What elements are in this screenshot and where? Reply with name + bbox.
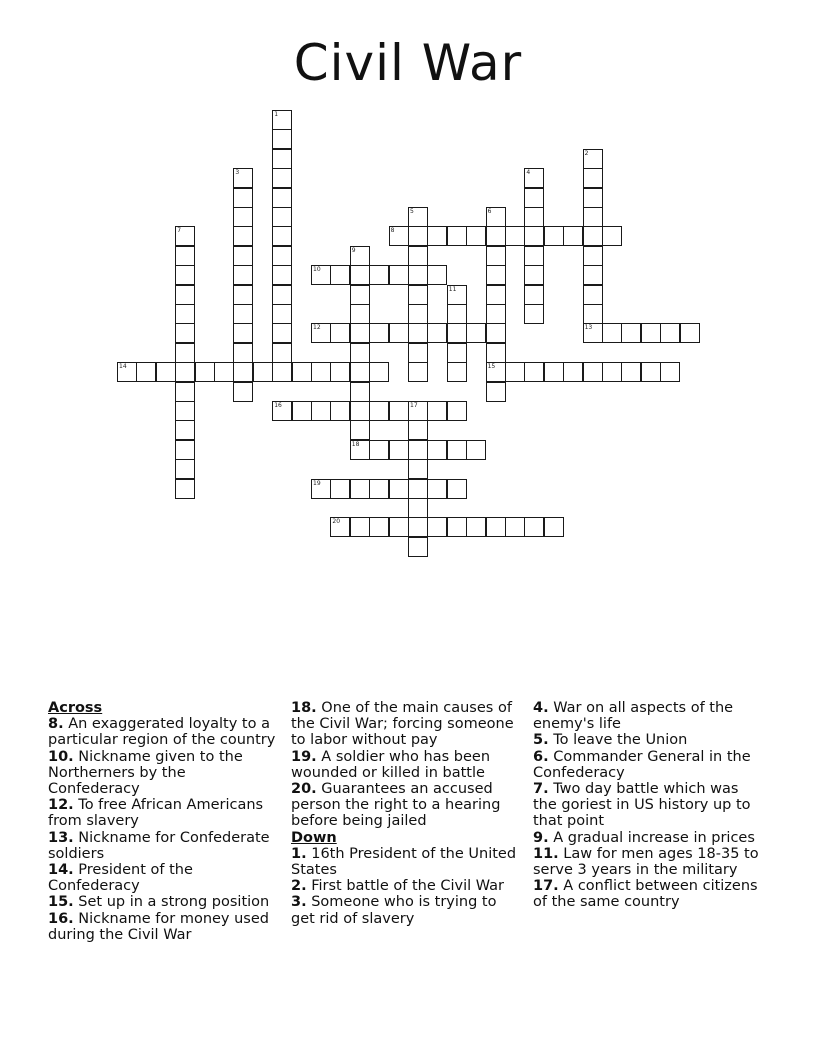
grid-cell[interactable] bbox=[350, 362, 370, 382]
clue-text: President of the Confederacy bbox=[48, 862, 193, 895]
grid-cell[interactable] bbox=[427, 479, 447, 499]
grid-cell[interactable] bbox=[660, 323, 680, 343]
grid-cell[interactable] bbox=[602, 226, 622, 246]
clue-number: 8. bbox=[48, 716, 64, 733]
grid-cell[interactable] bbox=[369, 440, 389, 460]
grid-cell[interactable] bbox=[486, 343, 506, 363]
grid-cell[interactable] bbox=[272, 362, 292, 382]
grid-cell[interactable] bbox=[583, 207, 603, 227]
clue-number: 15. bbox=[48, 894, 74, 911]
clue-number-label: 2 bbox=[584, 149, 589, 157]
clue-text: A conflict between citizens of the same country bbox=[533, 878, 758, 911]
grid-cell[interactable] bbox=[524, 517, 544, 537]
grid-cell[interactable] bbox=[272, 304, 292, 324]
grid-cell[interactable] bbox=[233, 382, 253, 402]
grid-cell[interactable] bbox=[583, 226, 603, 246]
grid-cell[interactable] bbox=[350, 440, 370, 460]
grid-cell[interactable] bbox=[330, 323, 350, 343]
clue-number: 6. bbox=[533, 748, 549, 765]
down-heading: Down bbox=[291, 829, 337, 846]
grid-cell[interactable] bbox=[389, 517, 409, 537]
grid-cell[interactable] bbox=[233, 207, 253, 227]
grid-cell[interactable] bbox=[350, 479, 370, 499]
grid-cell[interactable] bbox=[408, 226, 428, 246]
clue-text: Nickname given to the Northerners by the Confederacy bbox=[48, 748, 243, 798]
clues-column-1 bbox=[48, 700, 280, 943]
grid-cell[interactable] bbox=[408, 265, 428, 285]
grid-cell[interactable] bbox=[136, 362, 156, 382]
grid-cell[interactable] bbox=[486, 226, 506, 246]
clue-item bbox=[291, 700, 523, 749]
grid-cell[interactable] bbox=[486, 285, 506, 305]
grid-cell[interactable] bbox=[175, 285, 195, 305]
grid-cell[interactable] bbox=[117, 362, 137, 382]
grid-cell[interactable] bbox=[408, 498, 428, 518]
clue-number-label: 19 bbox=[313, 479, 321, 487]
grid-cell[interactable] bbox=[350, 285, 370, 305]
grid-cell[interactable] bbox=[311, 265, 331, 285]
grid-cell[interactable] bbox=[389, 226, 409, 246]
grid-cell[interactable] bbox=[233, 188, 253, 208]
grid-cell[interactable] bbox=[175, 440, 195, 460]
across-clue-list-continued bbox=[291, 700, 523, 830]
grid-cell[interactable] bbox=[524, 168, 544, 188]
grid-cell[interactable] bbox=[233, 304, 253, 324]
grid-cell[interactable] bbox=[486, 382, 506, 402]
grid-cell[interactable] bbox=[272, 323, 292, 343]
clue-text: War on all aspects of the enemy's life bbox=[533, 700, 734, 733]
grid-cell[interactable] bbox=[486, 323, 506, 343]
clue-item bbox=[291, 749, 523, 781]
grid-cell[interactable] bbox=[330, 362, 350, 382]
grid-cell[interactable] bbox=[350, 401, 370, 421]
grid-cell[interactable] bbox=[524, 285, 544, 305]
clue-item bbox=[48, 911, 280, 943]
grid-cell[interactable] bbox=[311, 362, 331, 382]
grid-cell[interactable] bbox=[486, 207, 506, 227]
grid-cell[interactable] bbox=[272, 207, 292, 227]
clue-text: A soldier who has been wounded or killed in battle bbox=[291, 748, 491, 781]
grid-cell[interactable] bbox=[369, 323, 389, 343]
grid-cell[interactable] bbox=[447, 362, 467, 382]
clue-number-label: 14 bbox=[119, 363, 127, 371]
clue-text: To leave the Union bbox=[548, 732, 688, 749]
grid-cell[interactable] bbox=[156, 362, 176, 382]
grid-cell[interactable] bbox=[272, 110, 292, 130]
clue-number-label: 10 bbox=[313, 266, 321, 274]
clue-item bbox=[48, 862, 280, 894]
grid-cell[interactable] bbox=[621, 362, 641, 382]
grid-cell[interactable] bbox=[272, 285, 292, 305]
clue-item bbox=[533, 700, 765, 732]
grid-cell[interactable] bbox=[680, 323, 700, 343]
clue-number: 9. bbox=[533, 829, 549, 846]
grid-cell[interactable] bbox=[602, 362, 622, 382]
grid-cell[interactable] bbox=[427, 323, 447, 343]
grid-cell[interactable] bbox=[272, 168, 292, 188]
clue-number-label: 18 bbox=[351, 440, 360, 448]
grid-cell[interactable] bbox=[466, 517, 486, 537]
down-clue-list-continued bbox=[533, 700, 765, 911]
grid-cell[interactable] bbox=[486, 362, 506, 382]
grid-cell[interactable] bbox=[233, 285, 253, 305]
grid-cell[interactable] bbox=[447, 304, 467, 324]
grid-cell[interactable] bbox=[350, 246, 370, 266]
grid-cell[interactable] bbox=[214, 362, 234, 382]
grid-cell[interactable] bbox=[350, 265, 370, 285]
grid-cell[interactable] bbox=[466, 323, 486, 343]
grid-cell[interactable] bbox=[583, 304, 603, 324]
clue-text: A gradual increase in prices bbox=[548, 829, 755, 846]
grid-cell[interactable] bbox=[175, 265, 195, 285]
grid-cell[interactable] bbox=[350, 517, 370, 537]
clue-text: Someone who is trying to get rid of slavery bbox=[291, 894, 497, 927]
grid-cell[interactable] bbox=[272, 129, 292, 149]
grid-cell[interactable] bbox=[486, 304, 506, 324]
clue-number: 13. bbox=[48, 829, 74, 846]
clue-text: Two day battle which was the goriest in US history up to that point bbox=[533, 781, 751, 830]
grid-cell[interactable] bbox=[311, 323, 331, 343]
grid-cell[interactable] bbox=[583, 285, 603, 305]
clue-number: 5. bbox=[533, 732, 549, 749]
clue-number: 4. bbox=[533, 700, 549, 716]
grid-cell[interactable] bbox=[583, 188, 603, 208]
clue-item bbox=[533, 878, 765, 910]
grid-cell[interactable] bbox=[447, 226, 467, 246]
grid-cell[interactable] bbox=[175, 420, 195, 440]
clue-number: 2. bbox=[291, 878, 307, 895]
clue-number-label: 5 bbox=[410, 208, 414, 215]
clue-item bbox=[533, 781, 765, 830]
clue-item bbox=[533, 732, 765, 748]
clue-item bbox=[291, 894, 523, 926]
grid-cell[interactable] bbox=[389, 265, 409, 285]
clue-number: 3. bbox=[291, 894, 307, 911]
grid-cell[interactable] bbox=[369, 401, 389, 421]
grid-cell[interactable] bbox=[350, 382, 370, 402]
clue-number: 19. bbox=[291, 748, 317, 765]
grid-cell[interactable] bbox=[175, 401, 195, 421]
grid-cell[interactable] bbox=[583, 323, 603, 343]
grid-cell[interactable] bbox=[272, 149, 292, 169]
clue-item bbox=[48, 894, 280, 910]
clue-number-label: 13 bbox=[584, 324, 593, 332]
clue-number-label: 6 bbox=[487, 208, 492, 215]
clue-text: First battle of the Civil War bbox=[306, 878, 505, 895]
clue-text: Guarantees an accused person the right to a hearing before being jailed bbox=[291, 781, 501, 830]
grid-cell[interactable] bbox=[389, 323, 409, 343]
grid-cell[interactable] bbox=[175, 362, 195, 382]
grid-cell[interactable] bbox=[311, 479, 331, 499]
grid-cell[interactable] bbox=[233, 168, 253, 188]
clues-column-3 bbox=[533, 700, 765, 911]
grid-cell[interactable] bbox=[563, 362, 583, 382]
grid-cell[interactable] bbox=[369, 362, 389, 382]
clue-number-label: 8 bbox=[390, 227, 395, 235]
grid-cell[interactable] bbox=[505, 362, 525, 382]
grid-cell[interactable] bbox=[447, 401, 467, 421]
grid-cell[interactable] bbox=[350, 323, 370, 343]
grid-cell[interactable] bbox=[427, 226, 447, 246]
clue-text: Nickname for money used during the Civil War bbox=[48, 910, 269, 943]
grid-cell[interactable] bbox=[641, 362, 661, 382]
grid-cell[interactable] bbox=[408, 401, 428, 421]
grid-cell[interactable] bbox=[175, 459, 195, 479]
grid-cell[interactable] bbox=[272, 226, 292, 246]
grid-cell[interactable] bbox=[408, 537, 428, 557]
grid-cell[interactable] bbox=[427, 440, 447, 460]
grid-cell[interactable] bbox=[408, 323, 428, 343]
grid-cell[interactable] bbox=[583, 246, 603, 266]
grid-cell[interactable] bbox=[427, 517, 447, 537]
clue-item bbox=[48, 830, 280, 862]
grid-cell[interactable] bbox=[175, 323, 195, 343]
grid-cell[interactable] bbox=[233, 226, 253, 246]
grid-cell[interactable] bbox=[408, 420, 428, 440]
clue-item bbox=[48, 716, 280, 748]
grid-cell[interactable] bbox=[524, 246, 544, 266]
grid-cell[interactable] bbox=[408, 207, 428, 227]
grid-cell[interactable] bbox=[505, 226, 525, 246]
grid-cell[interactable] bbox=[233, 323, 253, 343]
grid-cell[interactable] bbox=[330, 517, 350, 537]
clue-number-label: 1 bbox=[274, 111, 279, 118]
clue-text: Set up in a strong position bbox=[73, 894, 270, 911]
grid-cell[interactable] bbox=[408, 362, 428, 382]
grid-cell[interactable] bbox=[583, 149, 603, 169]
grid-cell[interactable] bbox=[175, 226, 195, 246]
grid-cell[interactable] bbox=[660, 362, 680, 382]
clue-text: Commander General in the Confederacy bbox=[533, 748, 751, 781]
grid-cell[interactable] bbox=[583, 362, 603, 382]
grid-cell[interactable] bbox=[524, 188, 544, 208]
grid-cell[interactable] bbox=[408, 343, 428, 363]
grid-cell[interactable] bbox=[350, 304, 370, 324]
clue-text: Law for men ages 18-35 to serve 3 years in the military bbox=[533, 845, 759, 879]
grid-cell[interactable] bbox=[272, 401, 292, 421]
clue-item bbox=[291, 846, 523, 878]
grid-cell[interactable] bbox=[292, 401, 312, 421]
clue-text: To free African Americans from slavery bbox=[48, 797, 264, 830]
grid-cell[interactable] bbox=[408, 479, 428, 499]
grid-cell[interactable] bbox=[272, 188, 292, 208]
grid-cell[interactable] bbox=[408, 304, 428, 324]
grid-cell[interactable] bbox=[408, 440, 428, 460]
grid-cell[interactable] bbox=[563, 226, 583, 246]
grid-cell[interactable] bbox=[175, 382, 195, 402]
grid-cell[interactable] bbox=[447, 440, 467, 460]
grid-cell[interactable] bbox=[311, 401, 331, 421]
grid-cell[interactable] bbox=[447, 517, 467, 537]
clue-number-label: 16 bbox=[274, 402, 282, 409]
clue-number-label: 15 bbox=[487, 363, 496, 371]
clue-number-label: 3 bbox=[235, 169, 240, 177]
clue-number: 7. bbox=[533, 781, 549, 798]
clue-item bbox=[48, 797, 280, 829]
grid-cell[interactable] bbox=[195, 362, 215, 382]
grid-cell[interactable] bbox=[233, 343, 253, 363]
clue-item bbox=[533, 846, 765, 878]
clue-number-label: 9 bbox=[351, 246, 356, 254]
clue-number: 1. bbox=[291, 845, 307, 862]
grid-cell[interactable] bbox=[544, 226, 564, 246]
clue-number-label: 7 bbox=[177, 227, 182, 235]
grid-cell[interactable] bbox=[350, 420, 370, 440]
clue-number: 17. bbox=[533, 878, 559, 895]
grid-cell[interactable] bbox=[272, 343, 292, 363]
clue-number-label: 17 bbox=[410, 402, 418, 409]
puzzle-title: Civil War bbox=[293, 34, 523, 92]
grid-cell[interactable] bbox=[602, 323, 622, 343]
grid-cell[interactable] bbox=[330, 479, 350, 499]
grid-cell[interactable] bbox=[524, 304, 544, 324]
clue-item bbox=[533, 749, 765, 781]
grid-cell[interactable] bbox=[466, 440, 486, 460]
grid-cell[interactable] bbox=[175, 343, 195, 363]
clue-number: 10. bbox=[48, 748, 74, 765]
grid-cell[interactable] bbox=[233, 265, 253, 285]
grid-cell[interactable] bbox=[524, 207, 544, 227]
down-clue-list bbox=[291, 846, 523, 927]
clue-item bbox=[291, 878, 523, 894]
grid-cell[interactable] bbox=[583, 168, 603, 188]
grid-cell[interactable] bbox=[447, 479, 467, 499]
grid-cell[interactable] bbox=[175, 304, 195, 324]
clue-number: 20. bbox=[291, 781, 317, 798]
grid-cell[interactable] bbox=[486, 265, 506, 285]
grid-cell[interactable] bbox=[427, 265, 447, 285]
grid-cell[interactable] bbox=[253, 362, 273, 382]
grid-cell[interactable] bbox=[583, 265, 603, 285]
grid-cell[interactable] bbox=[272, 246, 292, 266]
grid-cell[interactable] bbox=[524, 362, 544, 382]
grid-cell[interactable] bbox=[330, 265, 350, 285]
grid-cell[interactable] bbox=[544, 362, 564, 382]
clue-text: Nickname for Confederate soldiers bbox=[48, 829, 270, 862]
grid-cell[interactable] bbox=[350, 343, 370, 363]
grid-cell[interactable] bbox=[272, 265, 292, 285]
across-heading: Across bbox=[48, 700, 103, 716]
grid-cell[interactable] bbox=[486, 517, 506, 537]
grid-cell[interactable] bbox=[389, 479, 409, 499]
grid-cell[interactable] bbox=[466, 226, 486, 246]
grid-cell[interactable] bbox=[524, 226, 544, 246]
grid-cell[interactable] bbox=[408, 459, 428, 479]
grid-cell[interactable] bbox=[233, 362, 253, 382]
grid-cell[interactable] bbox=[330, 401, 350, 421]
grid-cell[interactable] bbox=[233, 246, 253, 266]
clue-number-label: 12 bbox=[313, 324, 321, 332]
clues-column-2 bbox=[291, 700, 523, 927]
clue-item bbox=[533, 830, 765, 846]
grid-cell[interactable] bbox=[369, 479, 389, 499]
clue-number: 11. bbox=[533, 845, 559, 862]
grid-cell[interactable] bbox=[389, 440, 409, 460]
grid-cell[interactable] bbox=[505, 517, 525, 537]
grid-cell[interactable] bbox=[641, 323, 661, 343]
clue-text: An exaggerated loyalty to a particular region of the country bbox=[48, 716, 276, 749]
clue-text: One of the main causes of the Civil War; forcing someone to labor without pay bbox=[291, 700, 514, 749]
clue-number: 18. bbox=[291, 700, 317, 716]
clue-number: 14. bbox=[48, 862, 74, 879]
grid-cell[interactable] bbox=[408, 246, 428, 266]
grid-cell[interactable] bbox=[621, 323, 641, 343]
grid-cell[interactable] bbox=[447, 343, 467, 363]
grid-cell[interactable] bbox=[447, 285, 467, 305]
grid-cell[interactable] bbox=[524, 265, 544, 285]
grid-cell[interactable] bbox=[427, 401, 447, 421]
clue-number-label: 20 bbox=[332, 518, 341, 526]
grid-cell[interactable] bbox=[408, 285, 428, 305]
grid-cell[interactable] bbox=[544, 517, 564, 537]
across-clue-list bbox=[48, 716, 280, 943]
clue-number: 12. bbox=[48, 797, 74, 814]
clue-number-label: 11 bbox=[448, 285, 457, 293]
grid-cell[interactable] bbox=[486, 246, 506, 266]
clue-item bbox=[48, 749, 280, 798]
grid-cell[interactable] bbox=[408, 517, 428, 537]
clue-text: 16th President of the United States bbox=[291, 845, 517, 879]
clue-number-label: 4 bbox=[526, 169, 531, 177]
grid-cell[interactable] bbox=[369, 517, 389, 537]
grid-cell[interactable] bbox=[175, 479, 195, 499]
clue-number: 16. bbox=[48, 910, 74, 927]
clue-item bbox=[291, 781, 523, 830]
grid-cell[interactable] bbox=[447, 323, 467, 343]
grid-cell[interactable] bbox=[389, 401, 409, 421]
grid-cell[interactable] bbox=[175, 246, 195, 266]
grid-cell[interactable] bbox=[369, 265, 389, 285]
grid-cell[interactable] bbox=[292, 362, 312, 382]
